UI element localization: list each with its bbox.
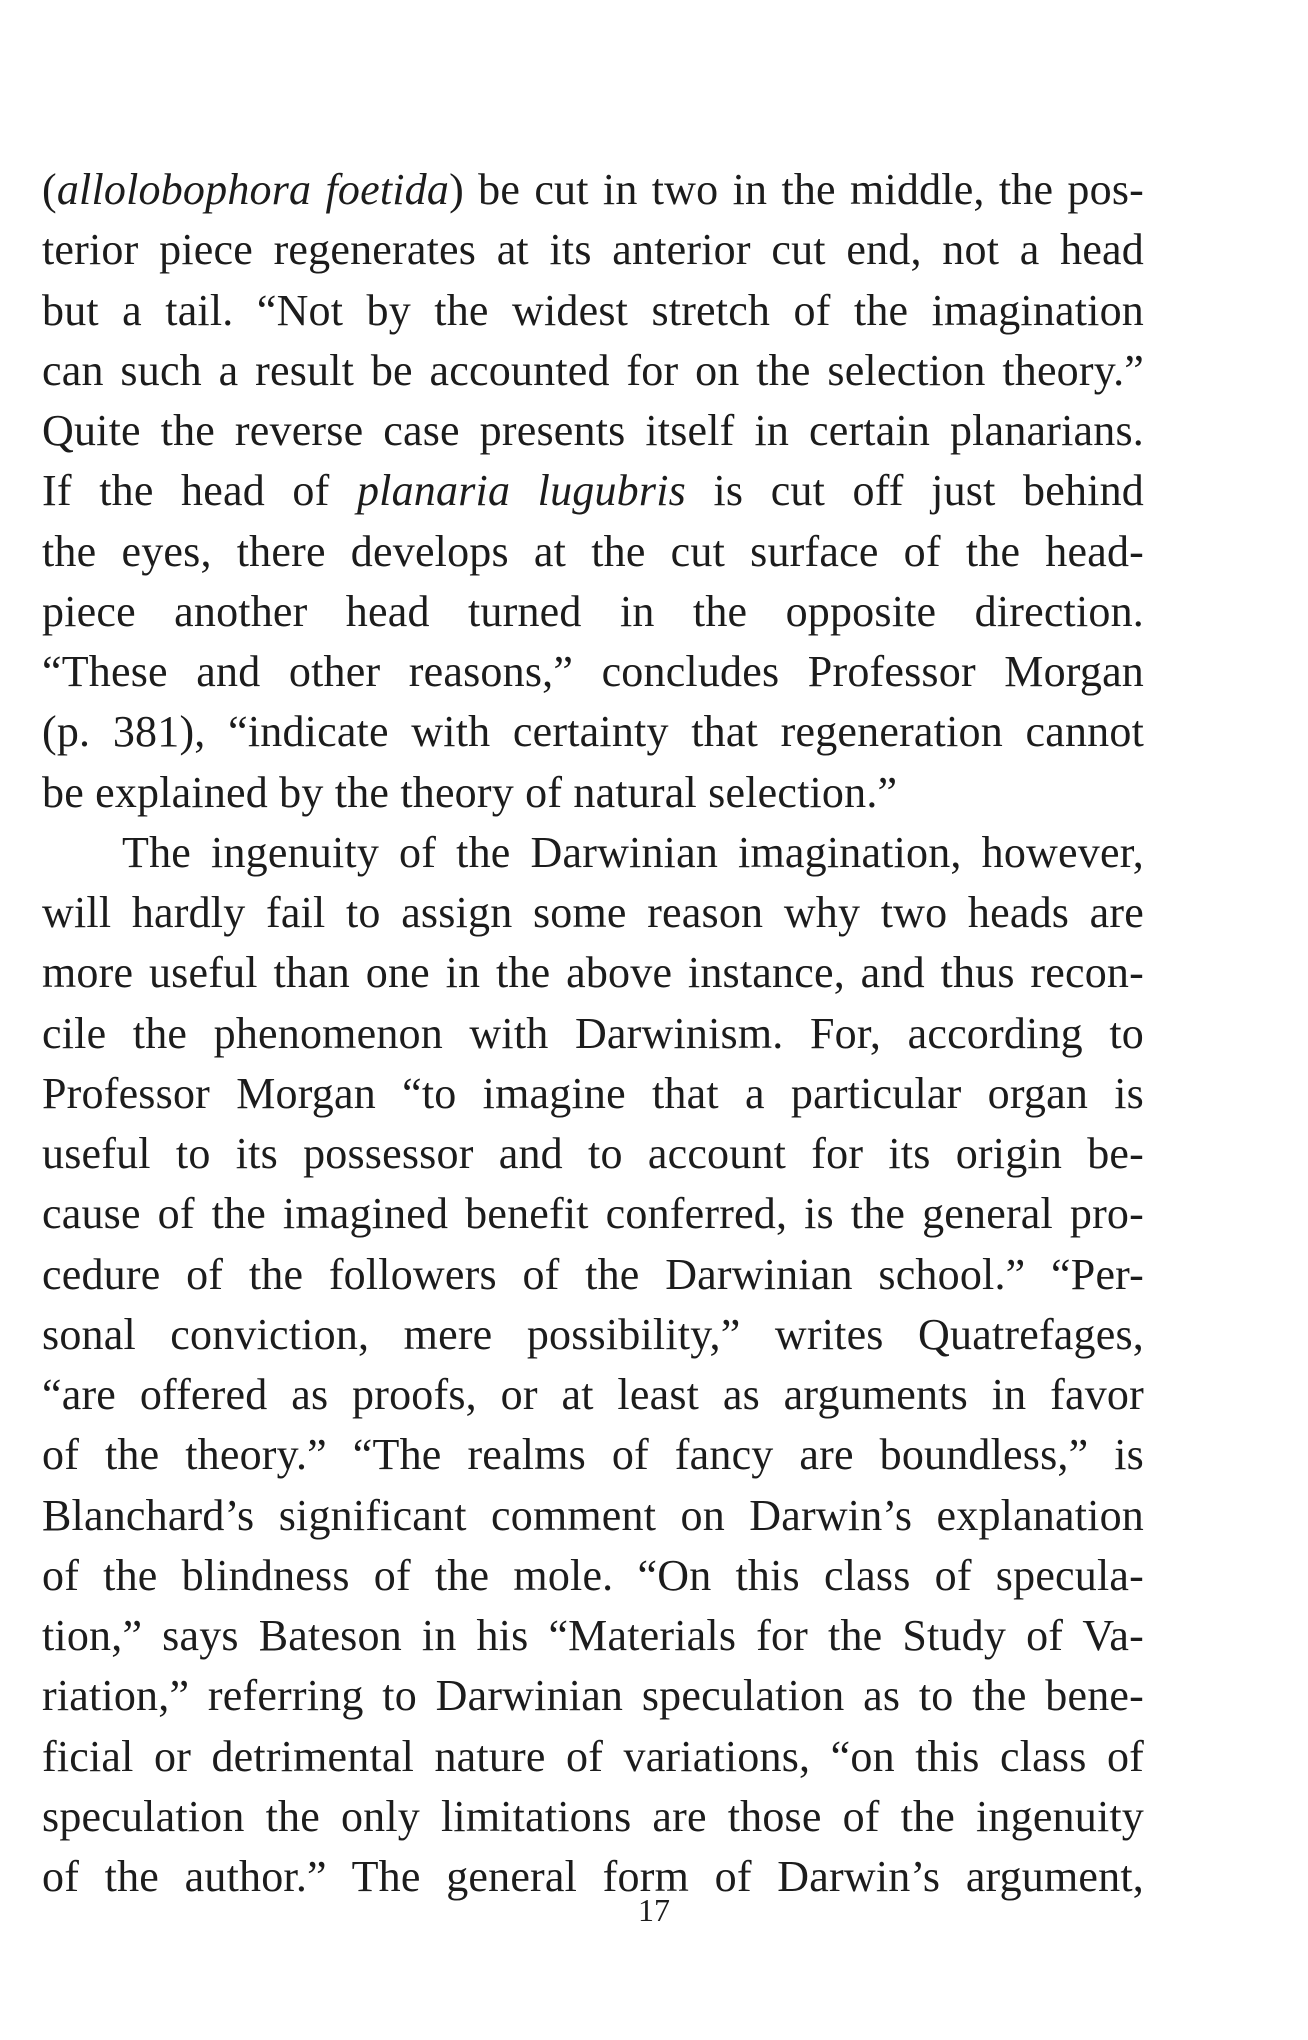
text-line: (p. 381), “indicate with certainty that regeneration cannot (42, 707, 1144, 757)
text-line: piece another head turned in the opposite direction. (42, 586, 1144, 636)
text-line: Professor Morgan “to imagine that a particular organ is (42, 1068, 1144, 1118)
text-line: more useful than one in the above instance, and thus recon- (42, 948, 1144, 998)
text-line: cause of the imagined benefit conferred, is the general pro- (42, 1189, 1144, 1239)
text-line: Blanchard’s significant comment on Darwin’s explanation (42, 1490, 1144, 1540)
species-name: allolobophora foetida (56, 165, 450, 214)
text-line: speculation the only limitations are those of the ingenuity (42, 1791, 1144, 1841)
text-line: cile the phenomenon with Darwinism. For, according to (42, 1008, 1144, 1058)
body-text (42, 160, 1144, 1907)
species-name: planaria lugubris (356, 466, 686, 516)
text-line: Quite the reverse case presents itself in certain planarians. (42, 406, 1144, 455)
text-line: of the theory.” “The realms of fancy are boundless,” is (42, 1430, 1144, 1480)
text-line: The ingenuity of the Darwinian imagination, however, (122, 827, 1144, 877)
text-line: “These and other reasons,” concludes Professor Morgan (42, 647, 1144, 696)
text-line: terior piece regenerates at its anterior cut end, not a head (42, 225, 1144, 275)
text-line: cedure of the followers of the Darwinian school.” “Per- (42, 1249, 1144, 1299)
page-number: 17 (638, 1892, 670, 1928)
text-line: ficial or detrimental nature of variations, “on this class of (42, 1731, 1144, 1781)
text-line: but a tail. “Not by the widest stretch of the imagination (42, 285, 1144, 335)
text-line: If the head of planaria lugubris is cut off just behind (42, 466, 1144, 516)
text-line: (allolobophora foetida) be cut in two in the middle, the pos- (42, 165, 1145, 214)
text-line: of the author.” The general form of Darwin’s argument, (42, 1852, 1144, 1901)
text-line: will hardly fail to assign some reason why two heads are (42, 888, 1144, 937)
text-line: useful to its possessor and to account for its origin be- (42, 1129, 1144, 1178)
text-line: “are offered as proofs, or at least as arguments in favor (42, 1370, 1144, 1419)
text-line: the eyes, there develops at the cut surface of the head- (42, 526, 1144, 576)
text-line: be explained by the theory of natural selection.” (42, 767, 898, 817)
text-line: sonal conviction, mere possibility,” writes Quatrefages, (42, 1309, 1144, 1359)
text-line: riation,” referring to Darwinian speculation as to the bene- (42, 1671, 1144, 1721)
text-line: can such a result be accounted for on the selection theory.” (42, 345, 1144, 395)
text-line: of the blindness of the mole. “On this class of specula- (42, 1550, 1144, 1600)
text-line: tion,” says Bateson in his “Materials for the Study of Va- (42, 1611, 1144, 1660)
